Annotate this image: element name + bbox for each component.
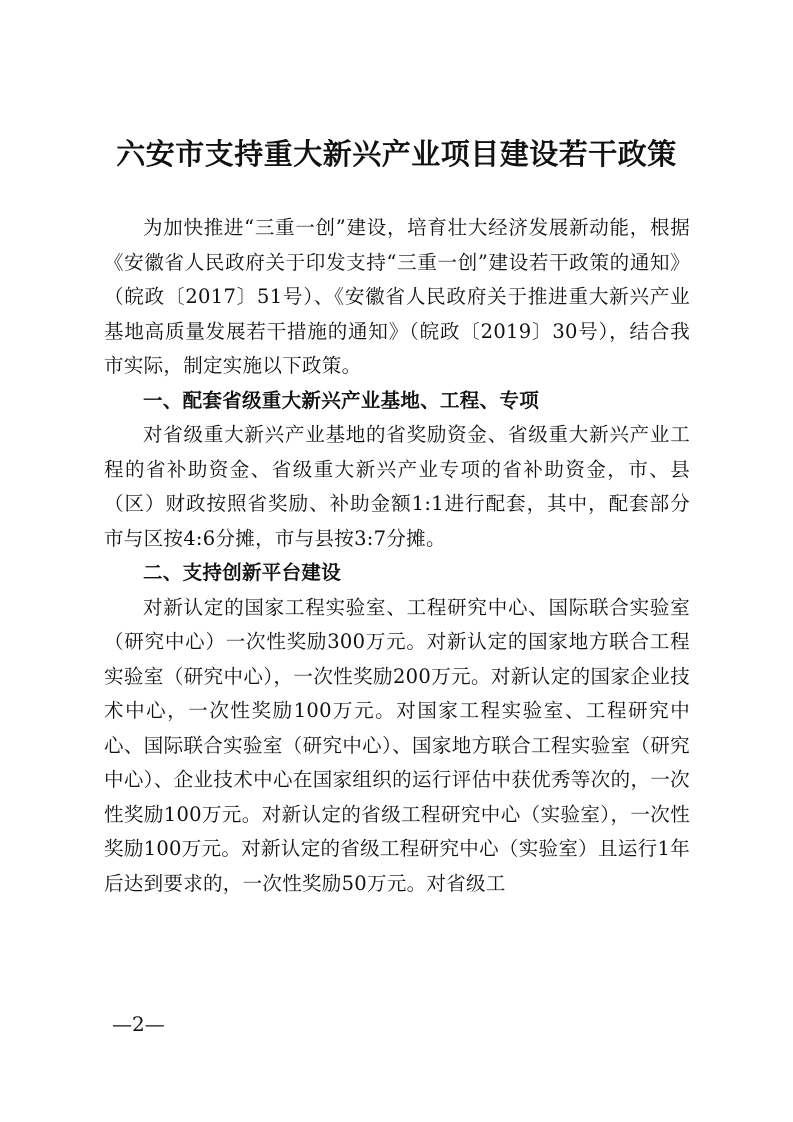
section-2-heading: 二、支持创新平台建设 xyxy=(143,561,342,584)
intro-paragraph: 为加快推进“三重一创”建设，培育壮大经济发展新动能，根据《安徽省人民政府关于印发支持“三重一创”建设若干政策的通知》（皖政〔2017〕51号）、《安徽省人民政府关于推进重大新兴产业基地高质量发展若干措施的通知》（皖政〔2019〕30号），结合我市实际，制定实施以下政策。 xyxy=(104,216,690,377)
section-1-paragraph: 对省级重大新兴产业基地的省奖励资金、省级重大新兴产业工程的省补助资金、省级重大新兴产业专项的省补助资金，市、县（区）财政按照省奖励、补助金额1:1进行配套，其中，配套部分市与区按4:6分摊，市与县按3:7分摊。 xyxy=(104,423,690,550)
section-1-heading: 一、配套省级重大新兴产业基地、工程、专项 xyxy=(143,388,540,412)
page-number: —2— xyxy=(112,1012,165,1036)
document-title: 六安市支持重大新兴产业项目建设若干政策 xyxy=(116,137,677,171)
section-2-paragraph: 对新认定的国家工程实验室、工程研究中心、国际联合实验室（研究中心）一次性奖励300万元。对新认定的国家地方联合工程实验室（研究中心），一次性奖励200万元。对新认定的国家企业技术中心，一次性奖励100万元。对国家工程实验室、工程研究中心、国际联合实验室（研究中心）、国家地方联合工程实验室（研究中心）、企业技术中心在国家组织的运行评估中获优秀等次的，一次性奖励100万元。对新认定的省级工程研究中心（实验室），一次性奖励100万元。对新认定的省级工程研究中心（实验室）且运行1年后达到要求的，一次性奖励50万元。对省级工 xyxy=(104,595,690,895)
document-body xyxy=(104,211,690,901)
